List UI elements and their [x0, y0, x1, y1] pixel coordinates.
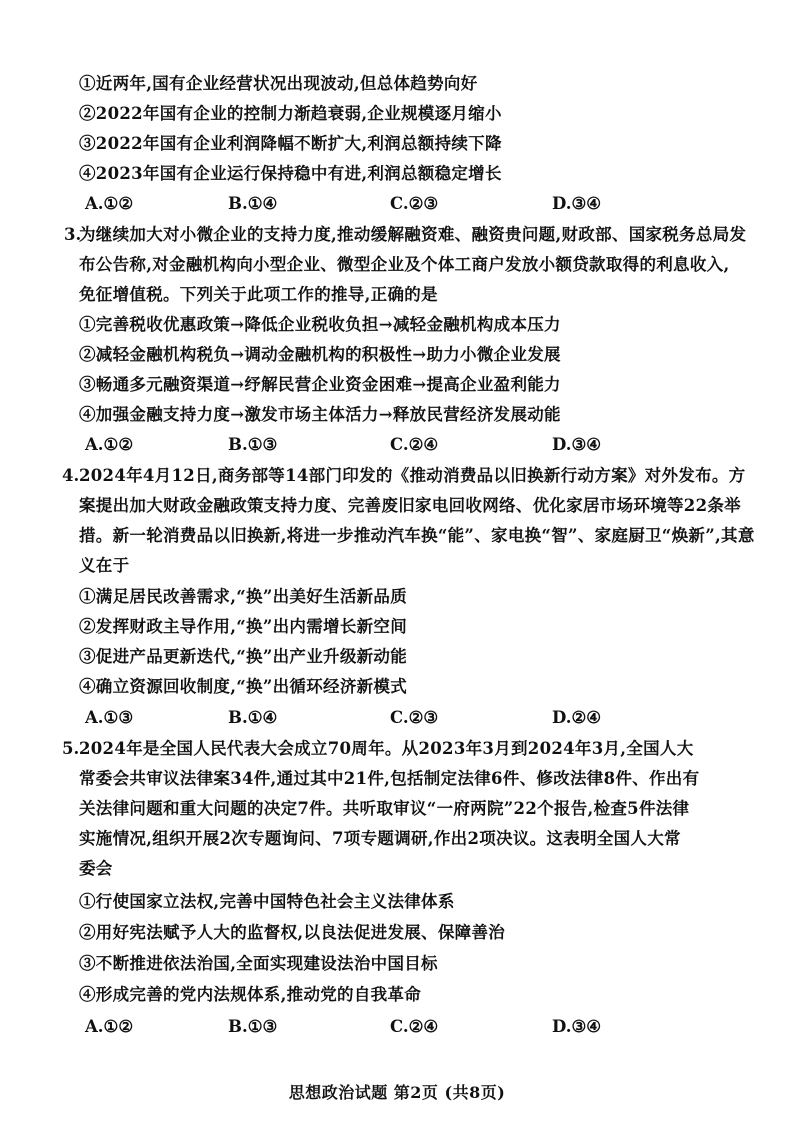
q3-stem-2: 布公告称,对金融机构向小型企业、微型企业及个体工商户发放小额贷款取得的利息收入, [79, 255, 730, 274]
q5-option-a: A.①② [85, 1017, 134, 1036]
q3-statement-1: ①完善税收优惠政策→降低企业税收负担→减轻金融机构成本压力 [79, 315, 561, 334]
q1-statement-3: ③2022年国有企业利润降幅不断扩大,利润总额持续下降 [79, 134, 502, 153]
q5-statement-4: ④形成完善的党内法规体系,推动党的自我革命 [79, 985, 422, 1004]
q5-statement-1: ①行使国家立法权,完善中国特色社会主义法律体系 [79, 892, 455, 911]
q3-stem-1: 为继续加大对小微企业的支持力度,推动缓解融资难、融资贵问题,财政部、国家税务总局发 [79, 225, 747, 244]
q4-statement-1: ①满足居民改善需求,“换”出美好生活新品质 [79, 587, 408, 606]
q5-statement-3: ③不断推进依法治国,全面实现建设法治中国目标 [79, 954, 438, 973]
q3-option-a: A.①② [85, 435, 134, 454]
q1-statement-2: ②2022年国有企业的控制力渐趋衰弱,企业规模逐月缩小 [79, 104, 502, 123]
q1-statement-1: ①近两年,国有企业经营状况出现波动,但总体趋势向好 [79, 74, 478, 93]
q1-statement-4: ④2023年国有企业运行保持稳中有进,利润总额稳定增长 [79, 164, 502, 183]
q4-statement-2: ②发挥财政主导作用,“换”出内需增长新空间 [79, 617, 408, 636]
q4-stem-4: 义在于 [79, 556, 130, 575]
q3-option-c: C.②④ [390, 435, 439, 454]
q5-stem-4: 实施情况,组织开展2次专题询问、7项专题调研,作出2项决议。这表明全国人大常 [79, 829, 681, 848]
q1-option-b: B.①④ [228, 194, 278, 213]
q5-option-b: B.①③ [228, 1017, 278, 1036]
q1-option-c: C.②③ [390, 194, 439, 213]
q5-option-d: D.③④ [552, 1017, 602, 1036]
q1-option-a: A.①② [85, 194, 134, 213]
q3-option-b: B.①③ [228, 435, 278, 454]
page-footer: 思想政治试题 第2页 (共8页) [288, 1083, 506, 1102]
q4-statement-4: ④确立资源回收制度,“换”出循环经济新模式 [79, 677, 408, 696]
q3-statement-3: ③畅通多元融资渠道→纾解民营企业资金困难→提高企业盈利能力 [79, 375, 561, 394]
q5-stem-3: 关法律问题和重大问题的决定7件。共听取审议“一府两院”22个报告,检查5件法律 [79, 799, 690, 818]
q4-stem-3: 措。新一轮消费品以旧换新,将进一步推动汽车换“能”、家电换“智”、家庭厨卫“焕新”,其意 [79, 526, 755, 545]
q4-option-c: C.②③ [390, 708, 439, 727]
q5-number: 5. [62, 739, 80, 758]
q3-statement-4: ④加强金融支持力度→激发市场主体活力→释放民营经济发展动能 [79, 405, 561, 424]
q3-option-d: D.③④ [552, 435, 602, 454]
q5-stem-5: 委会 [79, 859, 113, 878]
q1-option-d: D.③④ [552, 194, 602, 213]
q4-stem-1: 2024年4月12日,商务部等14部门印发的《推动消费品以旧换新行动方案》对外发布。方 [79, 466, 746, 485]
q5-stem-1: 2024年是全国人民代表大会成立70周年。从2023年3月到2024年3月,全国人大 [79, 739, 694, 758]
q3-number: 3. [64, 225, 82, 244]
q4-option-b: B.①④ [228, 708, 278, 727]
q5-statement-2: ②用好宪法赋予人大的监督权,以良法促进发展、保障善治 [79, 923, 506, 942]
q4-statement-3: ③促进产品更新迭代,“换”出产业升级新动能 [79, 647, 408, 666]
q4-stem-2: 案提出加大财政金融政策支持力度、完善废旧家电回收网络、优化家居市场环境等22条举 [79, 496, 741, 515]
q4-option-d: D.②④ [552, 708, 602, 727]
q3-stem-3: 免征增值税。下列关于此项工作的推导,正确的是 [79, 285, 438, 304]
q5-stem-2: 常委会共审议法律案34件,通过其中21件,包括制定法律6件、修改法律8件、作出有 [79, 769, 700, 788]
q5-option-c: C.②④ [390, 1017, 439, 1036]
q3-statement-2: ②减轻金融机构税负→调动金融机构的积极性→助力小微企业发展 [79, 345, 561, 364]
q4-number: 4. [62, 466, 80, 485]
q4-option-a: A.①③ [85, 708, 134, 727]
